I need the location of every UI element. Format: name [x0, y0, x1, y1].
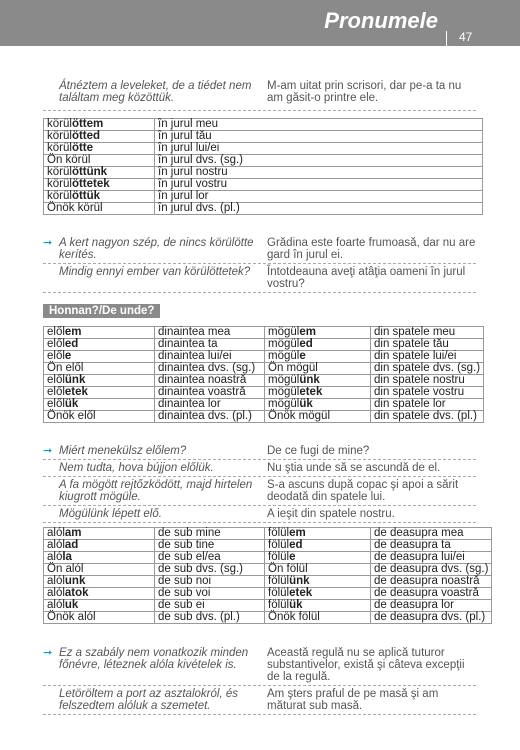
table-row: [44, 155, 483, 167]
hungarian-form: [44, 351, 155, 363]
table-row: [44, 600, 492, 612]
hungarian-form: [44, 179, 155, 191]
section-heading: Honnan?/De unde?: [43, 304, 160, 318]
romanian-translation: din spatele nostru: [371, 375, 484, 387]
hungarian-form: [265, 576, 371, 588]
table-korul: [43, 118, 483, 215]
table-row: [44, 119, 483, 131]
romanian-translation: de deasupra lui/ei: [371, 552, 492, 564]
hungarian-form: [265, 588, 371, 600]
examples-alol-folul: [43, 647, 476, 717]
hungarian-form: [44, 600, 155, 612]
word-stem: mögül: [268, 398, 300, 410]
hungarian-form: [44, 155, 155, 167]
example-hungarian: Mögülünk lépett elő.: [59, 508, 162, 520]
table-row: [44, 552, 492, 564]
romanian-translation: de deasupra dvs. (sg.): [371, 564, 492, 576]
example-row: [43, 479, 476, 506]
hungarian-form: [44, 339, 155, 351]
example-row: [43, 688, 476, 715]
word-stem: körül: [47, 166, 72, 178]
example-hungarian: ➞ Miért menekülsz előlem?: [43, 445, 267, 457]
table-row: [44, 203, 483, 215]
word-stem: körül: [47, 142, 72, 154]
romanian-translation: din spatele dvs. (pl.): [371, 411, 484, 423]
hungarian-form: [44, 387, 155, 399]
word-stem: elől: [47, 350, 65, 362]
word-stem: Ön mögül: [268, 362, 318, 374]
word-stem: elől: [47, 374, 65, 386]
romanian-translation: în jurul dvs. (pl.): [155, 203, 483, 215]
word-suffix: e: [289, 551, 296, 563]
word-suffix: öttetek: [71, 178, 110, 190]
romanian-translation: de deasupra lor: [371, 600, 492, 612]
word-stem: alól: [47, 575, 65, 587]
romanian-translation: din spatele vostru: [371, 387, 484, 399]
examples-elol-mogul: [43, 445, 476, 525]
word-suffix: em: [289, 527, 306, 539]
hungarian-form: [44, 327, 155, 339]
romanian-translation: dinaintea mea: [155, 327, 265, 339]
hungarian-form: [44, 411, 155, 423]
table-row: [44, 411, 484, 423]
word-stem: alól: [47, 527, 65, 539]
romanian-translation: în jurul dvs. (sg.): [155, 155, 483, 167]
romanian-translation: din spatele lor: [371, 399, 484, 411]
hungarian-form: [265, 327, 371, 339]
hungarian-form: [265, 600, 371, 612]
word-stem: fölül: [268, 551, 290, 563]
word-suffix: öttük: [71, 190, 101, 202]
table-row: [44, 375, 484, 387]
romanian-translation: dinaintea dvs. (pl.): [155, 411, 265, 423]
romanian-translation: de sub el/ea: [155, 552, 265, 564]
example-romanian: Nu ştia unde să se ascundă de el.: [267, 462, 441, 474]
example-row: [43, 266, 476, 293]
word-suffix: ünk: [299, 374, 320, 386]
table-row: [44, 528, 492, 540]
romanian-translation: dinaintea lor: [155, 399, 265, 411]
table-row: [44, 399, 484, 411]
romanian-translation: dinaintea voastră: [155, 387, 265, 399]
table-row: [44, 576, 492, 588]
table-row: [44, 339, 484, 351]
hungarian-form: [44, 612, 155, 624]
table-row: [44, 363, 484, 375]
word-stem: Ön elől: [47, 362, 84, 374]
word-stem: aló: [47, 551, 63, 563]
example-hungarian: Nem tudta, hova bújjon előlük.: [59, 462, 214, 474]
example-romanian: Grădina este foarte frumoasă, dar nu are gard în jurul ei.: [267, 237, 476, 261]
hungarian-form: [265, 612, 371, 624]
example-row: [43, 462, 476, 477]
hungarian-form: [44, 528, 155, 540]
romanian-translation: de sub mine: [155, 528, 265, 540]
word-suffix: ük: [64, 398, 79, 410]
word-stem: fölül: [268, 587, 290, 599]
word-stem: Önök elől: [47, 410, 96, 422]
word-suffix: ük: [299, 398, 313, 410]
word-stem: Ön körül: [47, 154, 91, 166]
word-suffix: em: [299, 326, 316, 338]
table-row: [44, 131, 483, 143]
chapter-title: Pronumele: [324, 8, 438, 33]
romanian-translation: de deasupra voastră: [371, 588, 492, 600]
romanian-translation: de deasupra ta: [371, 540, 492, 552]
romanian-translation: de sub dvs. (pl.): [155, 612, 265, 624]
romanian-translation: dinaintea dvs. (sg.): [155, 363, 265, 375]
table-row: [44, 588, 492, 600]
hungarian-form: [265, 363, 371, 375]
hungarian-form: [44, 191, 155, 203]
example-row: [43, 647, 476, 686]
word-stem: Önök alól: [47, 611, 96, 623]
word-suffix: ünk: [289, 575, 310, 587]
word-suffix: em: [64, 326, 82, 338]
romanian-translation: dinaintea ta: [155, 339, 265, 351]
word-suffix: unk: [64, 575, 86, 587]
hungarian-form: [44, 588, 155, 600]
word-suffix: ed: [299, 338, 313, 350]
hungarian-form: [44, 375, 155, 387]
table-row: [44, 540, 492, 552]
romanian-translation: în jurul tău: [155, 131, 483, 143]
hungarian-form: [44, 143, 155, 155]
romanian-translation: dinaintea lui/ei: [155, 351, 265, 363]
word-stem: elől: [47, 326, 65, 338]
table-row: [44, 387, 484, 399]
example-hungarian: Letöröltem a port az asztalokról, és felszedtem alóluk a szemetet.: [59, 688, 238, 712]
word-suffix: öttünk: [71, 166, 108, 178]
example-row: [43, 445, 476, 460]
table-alol-folul: [43, 527, 492, 624]
romanian-translation: în jurul meu: [155, 119, 483, 131]
example-row: [43, 237, 476, 264]
word-stem: mögül: [268, 386, 300, 398]
romanian-translation: de sub tine: [155, 540, 265, 552]
word-suffix: öttem: [71, 118, 104, 130]
word-stem: Önök mögül: [268, 410, 331, 422]
hungarian-form: [265, 351, 371, 363]
word-stem: Önök körül: [47, 202, 103, 214]
intro-ro: M-am uitat prin scrisori, dar pe-a ta nu am găsit-o printre ele.: [267, 80, 462, 104]
romanian-translation: în jurul nostru: [155, 167, 483, 179]
word-suffix: ötte: [71, 142, 94, 154]
romanian-translation: de sub noi: [155, 576, 265, 588]
hungarian-form: [44, 203, 155, 215]
word-suffix: ük: [289, 599, 303, 611]
hungarian-form: [44, 399, 155, 411]
romanian-translation: de sub ei: [155, 600, 265, 612]
table-row: [44, 167, 483, 179]
hungarian-form: [265, 564, 371, 576]
word-suffix: ed: [289, 539, 303, 551]
hungarian-form: [265, 411, 371, 423]
hungarian-form: [44, 552, 155, 564]
word-stem: fölül: [268, 539, 290, 551]
romanian-translation: din spatele meu: [371, 327, 484, 339]
word-stem: elől: [47, 386, 65, 398]
romanian-translation: dinaintea noastră: [155, 375, 265, 387]
word-suffix: e: [299, 350, 306, 362]
word-suffix: uk: [64, 599, 79, 611]
word-suffix: ed: [64, 338, 79, 350]
romanian-translation: din spatele lui/ei: [371, 351, 484, 363]
romanian-translation: în jurul vostru: [155, 179, 483, 191]
table-row: [44, 179, 483, 191]
example-hungarian: A fa mögött rejtőzködött, majd hirtelen kiugrott mögüle.: [59, 479, 253, 503]
romanian-translation: de sub dvs. (sg.): [155, 564, 265, 576]
hungarian-form: [265, 387, 371, 399]
hungarian-form: [44, 564, 155, 576]
romanian-translation: în jurul lor: [155, 191, 483, 203]
table-row: [44, 327, 484, 339]
word-stem: alól: [47, 539, 65, 551]
romanian-translation: din spatele tău: [371, 339, 484, 351]
word-stem: körül: [47, 130, 72, 142]
hungarian-form: [44, 576, 155, 588]
table-row: [44, 143, 483, 155]
example-hungarian: Mindig ennyi ember van körülöttetek?: [59, 266, 251, 278]
table-row: [44, 351, 484, 363]
word-stem: alól: [47, 587, 65, 599]
romanian-translation: de deasupra dvs. (pl.): [371, 612, 492, 624]
example-romanian: A ieşit din spatele nostru.: [267, 508, 395, 520]
hungarian-form: [44, 131, 155, 143]
word-stem: elől: [47, 398, 65, 410]
word-stem: körül: [47, 118, 72, 130]
word-stem: mögül: [268, 374, 300, 386]
example-hungarian: ➞ Ez a szabály nem vonatkozik minden főnévre, léteznek alóla kivételek is.: [43, 647, 267, 683]
word-suffix: ünk: [64, 374, 86, 386]
example-hungarian: ➞ A kert nagyon szép, de nincs körülötte kerítés.: [43, 237, 267, 261]
table-elol-mogul: [43, 326, 484, 423]
example-romanian: De ce fugi de mine?: [267, 445, 370, 457]
word-stem: körül: [47, 190, 72, 202]
word-suffix: etek: [299, 386, 323, 398]
word-stem: mögül: [268, 326, 300, 338]
word-suffix: am: [64, 527, 82, 539]
romanian-translation: din spatele dvs. (sg.): [371, 363, 484, 375]
word-stem: Ön fölül: [268, 563, 308, 575]
intro-example: [43, 80, 476, 111]
hungarian-form: [44, 167, 155, 179]
word-suffix: ötted: [71, 130, 101, 142]
intro-hu: Átnéztem a leveleket, de a tiédet nem találtam meg közöttük.: [59, 80, 252, 104]
table-row: [44, 564, 492, 576]
examples-korul: [43, 237, 476, 295]
word-suffix: e: [64, 350, 72, 362]
hungarian-form: [265, 552, 371, 564]
hungarian-form: [265, 339, 371, 351]
word-stem: fölül: [268, 599, 290, 611]
hungarian-form: [265, 528, 371, 540]
word-suffix: ad: [64, 539, 79, 551]
romanian-translation: de deasupra mea: [371, 528, 492, 540]
word-suffix: etek: [289, 587, 313, 599]
word-stem: fölül: [268, 527, 290, 539]
word-stem: elől: [47, 338, 65, 350]
hungarian-form: [44, 119, 155, 131]
romanian-translation: de deasupra noastră: [371, 576, 492, 588]
word-stem: alól: [47, 599, 65, 611]
word-stem: mögül: [268, 338, 300, 350]
page-number: 47: [459, 30, 473, 44]
example-row: [43, 508, 476, 523]
table-row: [44, 191, 483, 203]
word-stem: Önök fölül: [268, 611, 320, 623]
word-stem: Ön alól: [47, 563, 84, 575]
romanian-translation: de sub voi: [155, 588, 265, 600]
word-suffix: atok: [64, 587, 89, 599]
word-suffix: etek: [64, 386, 88, 398]
hungarian-form: [44, 363, 155, 375]
hungarian-form: [44, 540, 155, 552]
word-stem: fölül: [268, 575, 290, 587]
example-romanian: Am şters praful de pe masă şi am măturat sub masă.: [267, 688, 439, 712]
page-header: [0, 0, 520, 46]
hungarian-form: [265, 540, 371, 552]
word-stem: mögül: [268, 350, 300, 362]
hungarian-form: [265, 399, 371, 411]
word-suffix: la: [62, 551, 72, 563]
example-romanian: S-a ascuns după copac şi apoi a sărit deodată din spatele lui.: [267, 479, 459, 503]
example-romanian: Această regulă nu se aplică tuturor substantivelor, există şi câteva excepţii de la regulă.: [267, 647, 465, 683]
header-separator: [446, 31, 447, 47]
table-row: [44, 612, 492, 624]
word-stem: körül: [47, 178, 72, 190]
hungarian-form: [265, 375, 371, 387]
example-romanian: Întotdeauna aveţi atâţia oameni în jurul vostru?: [267, 266, 466, 290]
romanian-translation: în jurul lui/ei: [155, 143, 483, 155]
